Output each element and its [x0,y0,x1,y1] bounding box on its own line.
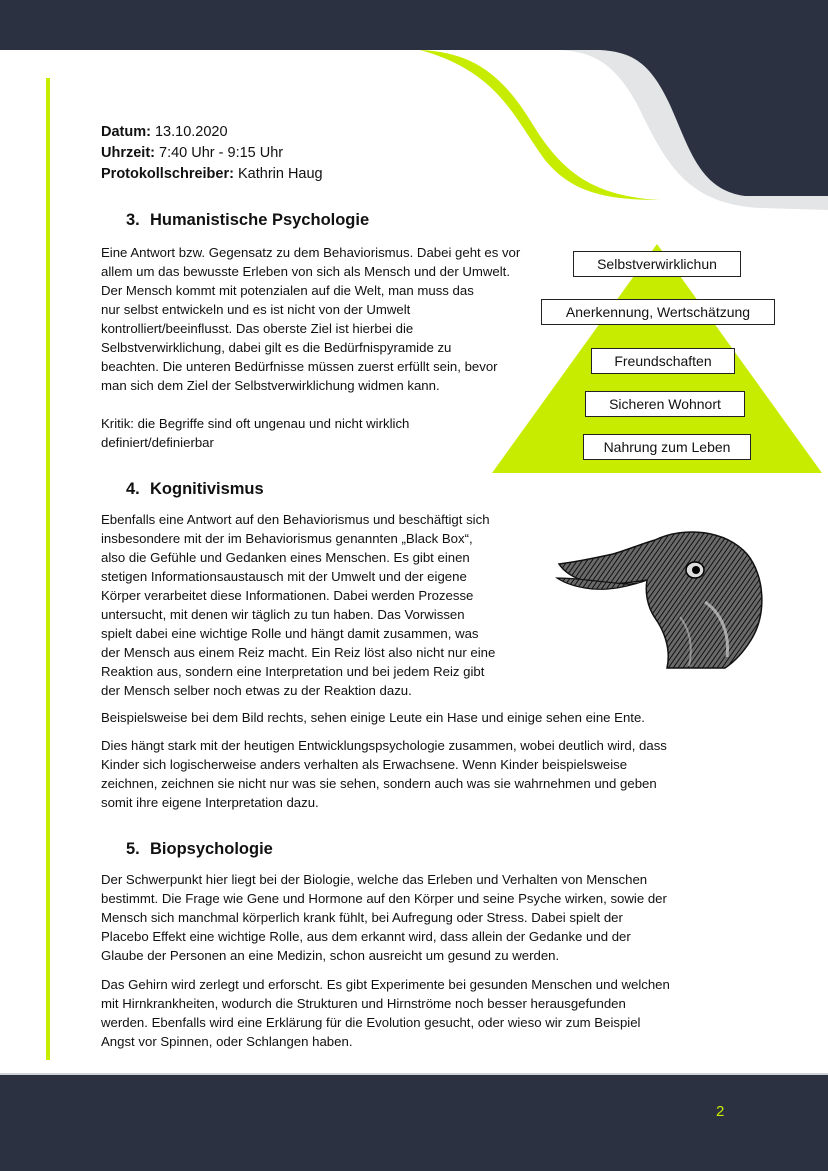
pyramid-level-5: Nahrung zum Leben [583,434,751,460]
section-3-title: Humanistische Psychologie [150,211,370,229]
section-4-number: 4. [126,480,140,498]
page-number: 2 [716,1103,725,1120]
text-line: untersucht, mit denen wir täglich zu tun haben. Das Vorwissen [101,607,465,622]
text-line: Das Gehirn wird zerlegt und erforscht. Es gibt Experimente bei gesunden Menschen und welchen [101,977,670,992]
section-3-number: 3. [126,211,140,229]
date-label: Datum: [101,124,151,140]
text-line: zeichnen, zeichnen sie nicht nur was sie sehen, sondern auch was sie wahrnehmen und geben [101,776,657,791]
pyramid-level-3: Freundschaften [591,348,735,374]
section-4-title: Kognitivismus [150,480,264,498]
duck-rabbit-illusion-icon [555,522,770,670]
text-line: definiert/definierbar [101,435,214,450]
text-line: allem um das bewusste Erleben von sich als Mensch und der Umwelt. [101,264,510,279]
text-line: beachten. Die unteren Bedürfnisse müssen zuerst erfüllt sein, bevor [101,359,498,374]
section-5-text [101,870,667,965]
left-accent-line [46,78,50,1060]
text-line: Dies hängt stark mit der heutigen Entwicklungspsychologie zusammen, wobei deutlich wird, dass [101,738,667,753]
needs-pyramid [488,240,826,476]
date-value: 13.10.2020 [154,124,228,140]
text-line: nur selbst entwickeln und es ist nicht von der Umwelt [101,302,411,317]
text-line: Angst vor Spinnen, oder Schlangen haben. [101,1034,353,1049]
text-line: insbesondere mit der im Behaviorismus genannten „Black Box“, [101,531,473,546]
text-line: Kritik: die Begriffe sind oft ungenau und nicht wirklich [101,416,410,431]
text-line: Mensch sich manchmal körperlich krank fühlt, bei Aufregung oder Stress. Dabei spielt der [101,910,623,925]
text-line: Der Schwerpunkt hier liegt bei der Biologie, welche das Erleben und Verhalten von Menschen [101,872,648,887]
section-5-number: 5. [126,840,140,858]
text-line: bestimmt. Die Frage wie Gene und Hormone auf den Körper und seine Psyche wirken, sowie der [101,891,667,906]
text-line: werden. Ebenfalls wird eine Erklärung für die Evolution gesucht, oder wieso wir zum Beispiel [101,1015,641,1030]
text-line: Glaube der Personen an eine Medizin, schon ausreicht um gesund zu werden. [101,948,560,963]
pyramid-level-4: Sicheren Wohnort [585,391,745,417]
date-row [101,122,323,143]
text-line: der Mensch selber noch etwas zu der Reaktion dazu. [101,683,412,698]
text-line: mit Hirnkrankheiten, wodurch die Strukturen und Hirnströme noch besser herausgefunden [101,996,626,1011]
section-4-heading [126,480,264,499]
time-label: Uhrzeit: [101,145,155,161]
section-4-development-text [101,736,667,812]
section-5-heading [126,840,273,859]
section-4-example: Beispielsweise bei dem Bild rechts, sehen einige Leute ein Hase und einige sehen eine Ente. [101,710,645,725]
section-3-heading [126,211,369,230]
section-3-critique [101,414,409,452]
text-line: Ebenfalls eine Antwort auf den Behaviorismus und beschäftigt sich [101,512,490,527]
text-line: der Mensch aus einem Reiz macht. Ein Reiz löst also nicht nur eine [101,645,496,660]
text-line: Der Mensch kommt mit potenzialen auf die Welt, man muss das [101,283,474,298]
text-line: Selbstverwirklichung, dabei gilt es die Bedürfnispyramide zu [101,340,452,355]
text-line: Eine Antwort bzw. Gegensatz zu dem Behaviorismus. Dabei geht es vor [101,245,521,260]
text-line: stetigen Informationsaustausch mit der Umwelt und der eigene [101,569,467,584]
time-row [101,143,323,164]
writer-value: Kathrin Haug [237,166,323,182]
text-line: somit ihre eigene Interpretation dazu. [101,795,319,810]
time-value: 7:40 Uhr - 9:15 Uhr [159,145,284,161]
section-5-brain-text [101,975,670,1051]
footer-bar [0,1075,828,1171]
text-line: spielt dabei eine wichtige Rolle und hängt damit zusammen, was [101,626,479,641]
writer-row [101,164,323,185]
text-line: kontrolliert/beeinflusst. Das oberste Ziel ist hierbei die [101,321,414,336]
section-4-text [101,510,495,700]
text-line: Körper verarbeitet diese Informationen. Dabei werden Prozesse [101,588,474,603]
protocol-meta [101,122,323,185]
text-line: Reaktion aus, sondern eine Interpretation und bei jedem Reiz gibt [101,664,485,679]
text-line: Placebo Effekt eine wichtige Rolle, aus dem erkannt wird, dass allein der Gedanke und der [101,929,631,944]
section-5-title: Biopsychologie [150,840,273,858]
pyramid-level-1: Selbstverwirklichun [573,251,741,277]
writer-label: Protokollschreiber: [101,166,234,182]
section-3-text [101,243,520,395]
text-line: man sich dem Ziel der Selbstverwirklichung widmen kann. [101,378,440,393]
pyramid-level-2: Anerkennung, Wertschätzung [541,299,775,325]
text-line: also die Gefühle und Gedanken eines Menschen. Es gibt einen [101,550,470,565]
text-line: Kinder sich logischerweise anders verhalten als Erwachsene. Wenn Kinder beispielsweise [101,757,628,772]
